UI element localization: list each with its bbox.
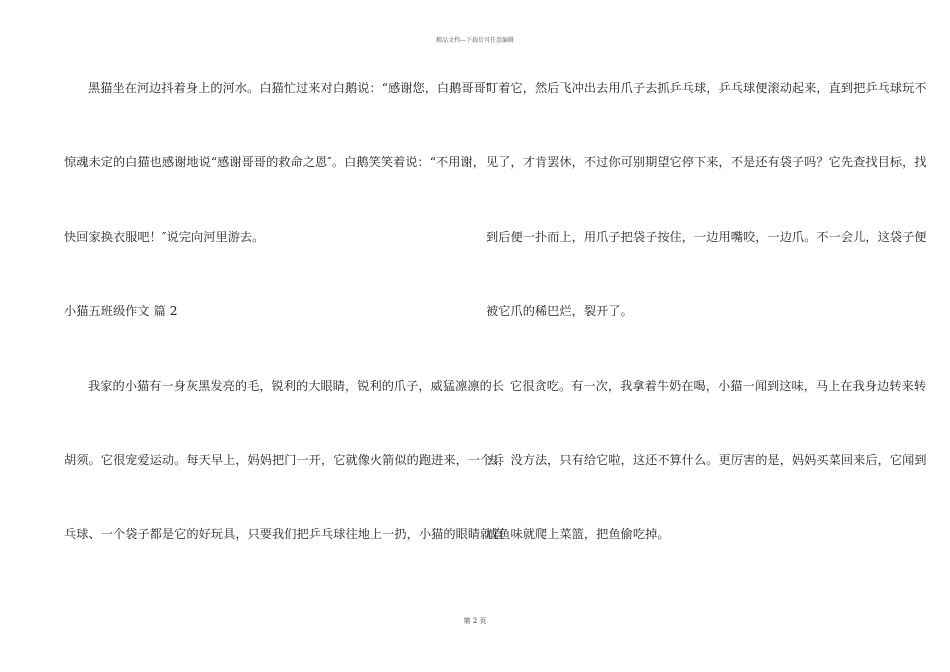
paragraph-line: 被它爪的稀巴烂，裂开了。 [486, 304, 633, 318]
paragraph-line: 去，没方法，只有给它啦，这还不算什么。更厉害的是，妈妈买菜回来后，它闻到 [486, 453, 927, 467]
paragraph-line: 咸鱼味就爬上菜篮，把鱼偷吃掉。 [486, 527, 670, 541]
paragraph-line: 黑猫坐在河边抖着身上的河水。白猫忙过来对白鹅说：“感谢您，白鹅哥哥″ [88, 81, 491, 95]
paragraph-line: 见了，才肯罢休，不过你可别期望它停下来，不是还有袋子吗？它先查找目标，找 [486, 155, 927, 169]
page-header: 精品文档---下载后可任意编辑 [435, 37, 515, 44]
paragraph-line: 乓球、一个袋子都是它的好玩具，只要我们把乒乓球往地上一扔，小猫的眼睛就直 [64, 527, 505, 541]
paragraph-line: 我家的小猫有一身灰黑发亮的毛，锐利的大眼睛，锐利的爪子，威猛凛凛的长 [88, 379, 505, 393]
paragraph-line: 胡须。它很宠爱运动。每天早上，妈妈把门一开，它就像火箭似的跑进来，一个乒 [64, 453, 505, 467]
paragraph-line: 到后便一扑而上，用爪子把袋子按住，一边用嘴咬，一边爪。不一会儿，这袋子便 [486, 230, 927, 244]
page-number: 第 2 页 [463, 617, 487, 625]
paragraph-line: 它很贪吃。有一次，我拿着牛奶在喝，小猫一闻到这味，马上在我身边转来转 [510, 379, 927, 393]
paragraph-line: 快回家换衣服吧！″说完向河里游去。 [64, 230, 265, 244]
paragraph-line: 惊魂未定的白猫也感谢地说“感谢哥哥的救命之恩″。白鹅笑笑着说：“不用谢， [64, 155, 486, 169]
paragraph-line: 盯着它，然后飞冲出去用爪子去抓乒乓球，乒乓球便滚动起来，直到把乒乓球玩不 [486, 81, 927, 95]
section-heading: 小猫五班级作文 篇 2 [64, 304, 178, 318]
